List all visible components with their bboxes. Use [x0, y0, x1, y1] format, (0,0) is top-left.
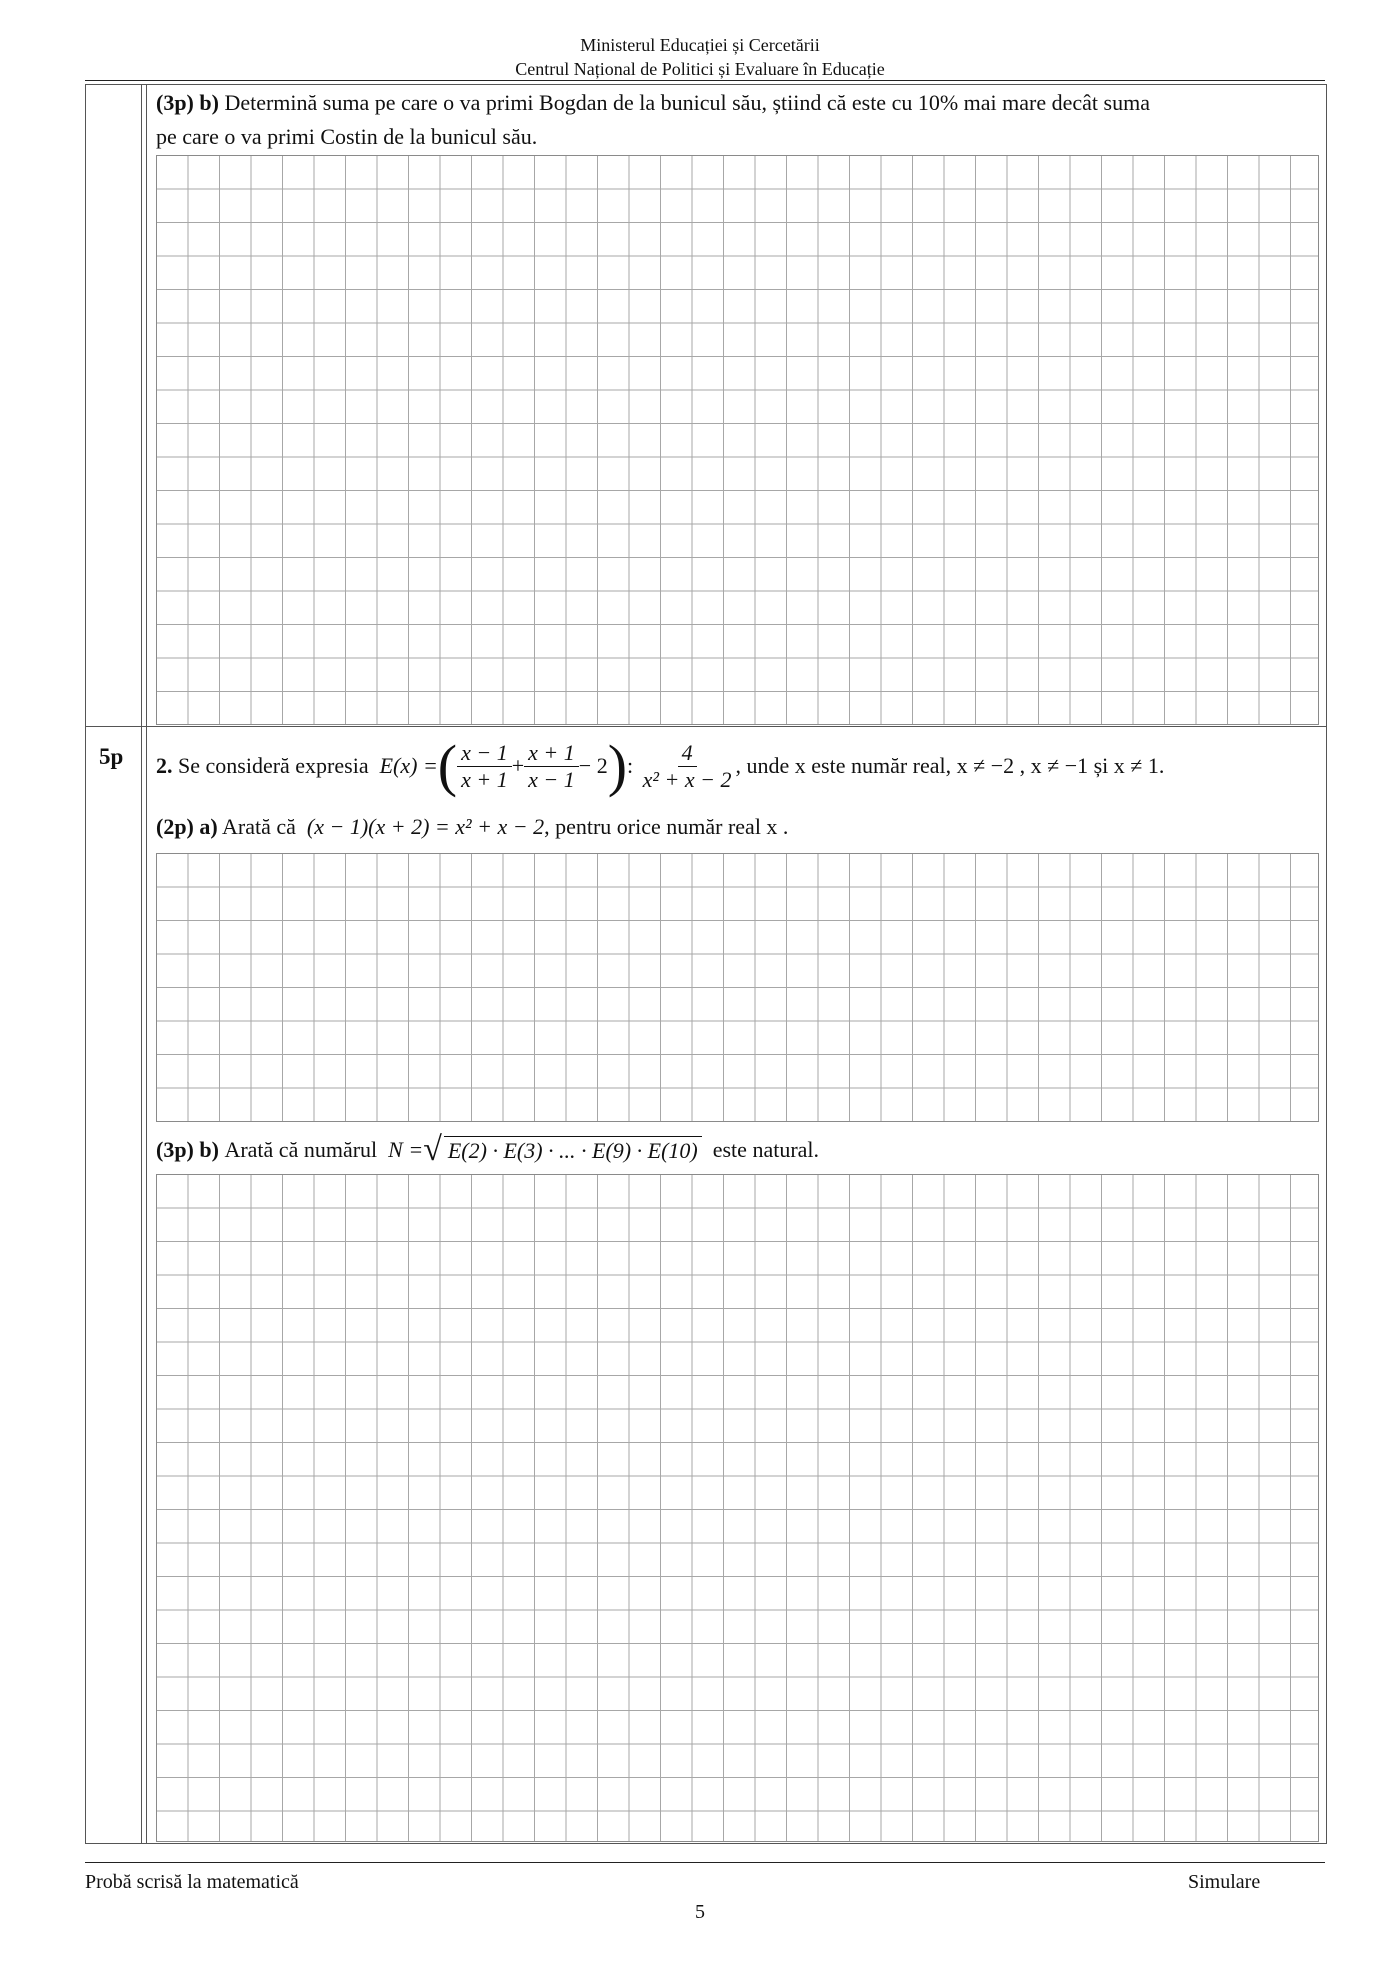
problem-2-statement — [156, 728, 1164, 804]
part-b-statement — [156, 1130, 819, 1170]
fraction-2-numerator: x + 1 — [524, 740, 579, 767]
answer-grid-part-b[interactable] — [156, 1174, 1319, 1842]
problem-2-intro: Se consideră expresia — [178, 753, 369, 778]
part-b-radicand: E(2) · E(3) · ... · E(9) · E(10) — [444, 1136, 702, 1165]
minus-two: − 2 — [578, 753, 608, 778]
answer-grid-part-a[interactable] — [156, 853, 1319, 1122]
problem-2-number: 2. — [156, 753, 173, 778]
fraction-2 — [524, 740, 579, 793]
part-b-top-text-2: pe care o va primi Costin de la bunicul său. — [156, 124, 538, 149]
footer-rule — [85, 1862, 1325, 1863]
part-a-statement — [156, 810, 788, 844]
part-b-points: (3p) b) — [156, 1137, 219, 1162]
part-a-points: (2p) a) — [156, 814, 218, 839]
fraction-3 — [639, 740, 736, 793]
plus-sign: + — [511, 753, 525, 778]
part-a-tail: , pentru orice număr real x . — [544, 814, 789, 839]
part-b-tail: este natural. — [712, 1137, 820, 1162]
fraction-1-numerator: x − 1 — [457, 740, 512, 767]
part-b-N: N = — [388, 1137, 424, 1162]
part-b-top-text-1: Determină suma pe care o va primi Bogdan de la bunicul său, știind că este cu 10% mai mare decât suma — [224, 90, 1150, 115]
colon-operator: : — [627, 753, 634, 778]
fraction-1 — [457, 740, 512, 793]
points-column-divider-inner — [146, 84, 147, 1844]
radical-sign: √ — [423, 1131, 442, 1168]
part-a-text: Arată că — [222, 814, 296, 839]
row-divider — [85, 726, 1327, 727]
part-a-identity: (x − 1)(x + 2) = x² + x − 2 — [306, 814, 545, 839]
part-b-text: Arată că numărul — [224, 1137, 378, 1162]
fraction-2-denominator: x − 1 — [528, 766, 575, 792]
page-number: 5 — [695, 1901, 705, 1923]
header-line-1: Ministerul Educației și Cercetării — [580, 35, 820, 55]
expression-lhs: E(x) = — [379, 753, 438, 778]
header-rule — [85, 80, 1325, 81]
footer-subject: Probă scrisă la matematică — [85, 1871, 299, 1893]
answer-grid-part-b-top[interactable] — [156, 155, 1319, 725]
fraction-1-denominator: x + 1 — [461, 766, 508, 792]
problem-2-points: 5p — [99, 744, 124, 769]
points-column-divider — [141, 84, 142, 1844]
domain-condition: , unde x este număr real, x ≠ −2 , x ≠ −1 și x ≠ 1. — [735, 753, 1165, 778]
part-b-top-points: (3p) b) — [156, 90, 219, 115]
fraction-3-numerator: 4 — [678, 740, 697, 767]
right-parenthesis: ) — [607, 733, 628, 798]
header-line-2: Centrul Național de Politici și Evaluare în Educație — [515, 59, 885, 79]
footer-session: Simulare — [1188, 1871, 1261, 1893]
part-b-top-line1 — [156, 86, 1150, 120]
fraction-3-denominator: x² + x − 2 — [642, 766, 732, 792]
left-parenthesis: ( — [437, 733, 458, 798]
